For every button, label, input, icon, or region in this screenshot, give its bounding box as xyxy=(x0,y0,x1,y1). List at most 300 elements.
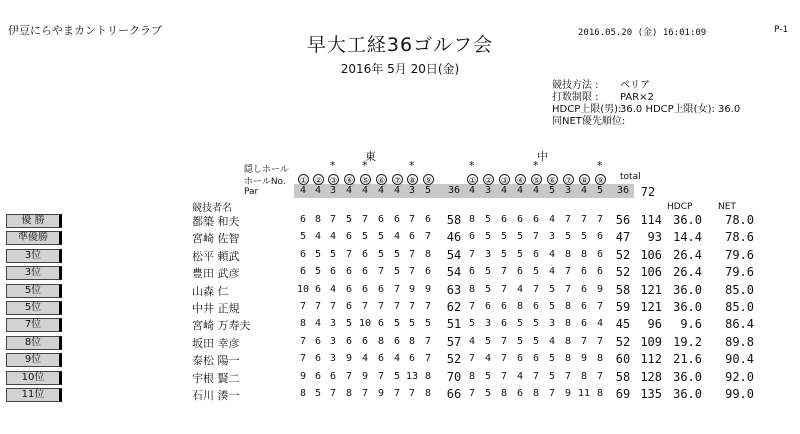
hole-number-in: ③ xyxy=(500,176,509,185)
par-total: 72 xyxy=(640,185,656,199)
hole-score: 4 xyxy=(596,318,604,330)
net-value: 85.0 xyxy=(725,300,754,314)
hole-score: 5 xyxy=(329,248,337,260)
player-name: 宇根 賢二 xyxy=(192,371,240,385)
hole-score: 5 xyxy=(580,231,588,243)
hole-score: 5 xyxy=(408,318,416,330)
east-course-label: 東 xyxy=(365,150,376,163)
hole-score: 7 xyxy=(580,214,588,225)
hole-score: 4 xyxy=(548,335,556,347)
par-value: 3 xyxy=(408,185,416,196)
hole-score: 6 xyxy=(580,301,588,312)
hole-score: 7 xyxy=(532,283,540,295)
in-total: 52 xyxy=(615,265,631,280)
hdcp-value: 26.4 xyxy=(673,247,702,262)
hdcp-value: 36.0 xyxy=(673,300,702,314)
gross-total: 135 xyxy=(640,387,662,401)
hole-score: 6 xyxy=(532,301,540,312)
hole-score: 8 xyxy=(564,318,572,330)
hole-score: 7 xyxy=(468,388,476,399)
hole-score: 7 xyxy=(532,370,540,382)
in-total: 69 xyxy=(615,387,631,401)
net-value: 92.0 xyxy=(725,369,754,384)
hole-score: 8 xyxy=(468,370,476,382)
in-total: 52 xyxy=(615,334,631,349)
hole-score: 5 xyxy=(393,248,401,260)
hole-score: 7 xyxy=(408,301,416,312)
in-total: 60 xyxy=(615,352,631,367)
hole-number-in: ⑧ xyxy=(580,176,589,185)
hole-score: 6 xyxy=(532,214,540,225)
hole-score: 5 xyxy=(377,248,385,260)
hole-score: 7 xyxy=(408,266,416,278)
hole-score: 6 xyxy=(484,301,492,312)
hole-score: 5 xyxy=(484,283,492,295)
in-total: 59 xyxy=(615,300,631,314)
hole-score: 5 xyxy=(314,388,322,399)
player-rank: 10位 xyxy=(6,371,62,385)
hole-score: 6 xyxy=(361,248,369,260)
hole-score: 7 xyxy=(500,353,508,365)
hole-score: 9 xyxy=(361,370,369,382)
hidden-hole-star: * xyxy=(469,159,475,172)
hole-number-in: ④ xyxy=(516,176,525,185)
hole-score: 7 xyxy=(500,335,508,347)
out-total: 62 xyxy=(446,300,462,314)
player-name: 豊田 武彦 xyxy=(192,267,240,281)
gross-total: 106 xyxy=(640,247,662,262)
in-total: 45 xyxy=(615,317,631,332)
hole-score: 5 xyxy=(516,231,524,243)
middle-course-label: 中 xyxy=(537,150,548,163)
hole-score: 4 xyxy=(468,335,476,347)
gross-total: 128 xyxy=(640,369,662,384)
hole-score: 5 xyxy=(393,318,401,330)
hole-score: 6 xyxy=(361,266,369,278)
hole-score: 6 xyxy=(377,353,385,365)
hole-score: 3 xyxy=(484,318,492,330)
player-rank: 3位 xyxy=(6,249,62,263)
par-label: Par xyxy=(244,187,259,197)
hole-number-out: ④ xyxy=(345,176,354,185)
hole-score: 8 xyxy=(377,335,385,347)
hidden-hole-label: 隠しホール xyxy=(244,165,289,175)
gross-total: 109 xyxy=(640,334,662,349)
player-name: 宮崎 佐智 xyxy=(192,232,240,246)
hole-score: 7 xyxy=(299,301,307,312)
club-name: 伊豆にらやまカントリークラブ xyxy=(8,24,162,37)
hole-score: 6 xyxy=(424,214,432,225)
hole-score: 5 xyxy=(500,231,508,243)
hole-score: 6 xyxy=(580,266,588,278)
hole-score: 5 xyxy=(500,248,508,260)
gross-total: 121 xyxy=(640,300,662,314)
hole-score: 7 xyxy=(532,231,540,243)
par-value: 4 xyxy=(532,185,540,196)
hole-score: 3 xyxy=(329,353,337,365)
gross-total: 106 xyxy=(640,265,662,280)
hole-number-out: ⑨ xyxy=(424,176,433,185)
hole-score: 3 xyxy=(548,318,556,330)
hole-score: 13 xyxy=(406,370,419,382)
out-total: 70 xyxy=(446,369,462,384)
out-total: 63 xyxy=(446,282,462,297)
hole-score: 7 xyxy=(468,353,476,365)
page-title: 早大工経36ゴルフ会 xyxy=(306,34,494,56)
par-out-total: 36 xyxy=(447,185,461,196)
hole-score: 6 xyxy=(393,214,401,225)
hole-score: 4 xyxy=(329,283,337,295)
hole-score: 7 xyxy=(468,301,476,312)
player-name: 宮崎 万寿夫 xyxy=(192,319,251,333)
hole-score: 3 xyxy=(329,335,337,347)
hole-number-out: ⑧ xyxy=(408,176,417,185)
hole-score: 6 xyxy=(345,283,353,295)
hole-score: 4 xyxy=(361,353,369,365)
player-name: 泰松 陽一 xyxy=(192,354,240,368)
par-value: 3 xyxy=(484,185,492,196)
hole-score: 8 xyxy=(345,388,353,399)
hole-score: 7 xyxy=(548,388,556,399)
hole-score: 6 xyxy=(580,283,588,295)
gross-total: 121 xyxy=(640,282,662,297)
hole-score: 5 xyxy=(299,231,307,243)
hole-score: 7 xyxy=(393,388,401,399)
in-total: 52 xyxy=(615,247,631,262)
hole-score: 8 xyxy=(564,353,572,365)
par-value: 4 xyxy=(345,185,353,196)
hole-score: 5 xyxy=(484,266,492,278)
hole-number-out: ⑤ xyxy=(361,176,370,185)
out-total: 66 xyxy=(446,387,462,401)
hole-score: 9 xyxy=(596,283,604,295)
hole-score: 6 xyxy=(596,231,604,243)
player-name: 坂田 幸彦 xyxy=(192,336,240,350)
hdcp-value: 36.0 xyxy=(673,369,702,384)
hole-score: 5 xyxy=(484,388,492,399)
par-in-total: 36 xyxy=(616,185,630,196)
net-value: 78.6 xyxy=(725,230,754,245)
hole-score: 6 xyxy=(500,214,508,225)
hole-score: 7 xyxy=(329,388,337,399)
net-column-label: NET xyxy=(718,202,736,212)
hole-score: 5 xyxy=(314,266,322,278)
hole-score: 7 xyxy=(393,283,401,295)
hole-score: 4 xyxy=(548,266,556,278)
hole-score: 8 xyxy=(564,335,572,347)
out-total: 46 xyxy=(446,230,462,245)
hole-score: 7 xyxy=(377,266,385,278)
rule-hdcp-limit: HDCP上限(男):36.0 HDCP上限(女): 36.0 xyxy=(552,104,741,115)
out-total: 58 xyxy=(446,213,462,227)
hole-score: 7 xyxy=(345,248,353,260)
hole-score: 5 xyxy=(484,335,492,347)
out-total: 54 xyxy=(446,247,462,262)
out-total: 57 xyxy=(446,334,462,349)
hole-score: 4 xyxy=(516,370,524,382)
player-rank: 8位 xyxy=(6,336,62,350)
hole-number-in: ① xyxy=(468,176,477,185)
player-rank: 11位 xyxy=(6,388,62,402)
hole-score: 7 xyxy=(500,266,508,278)
hole-score: 5 xyxy=(484,370,492,382)
total-column-label: total xyxy=(620,172,641,182)
par-value: 4 xyxy=(516,185,524,196)
hole-score: 8 xyxy=(299,388,307,399)
hidden-hole-star: * xyxy=(330,159,336,172)
hole-number-in: ② xyxy=(484,176,493,185)
hole-score: 9 xyxy=(345,353,353,365)
hole-score: 4 xyxy=(516,283,524,295)
par-value: 4 xyxy=(500,185,508,196)
hole-score: 6 xyxy=(468,231,476,243)
hole-number-in: ⑤ xyxy=(532,176,541,185)
hole-score: 7 xyxy=(408,214,416,225)
hidden-hole-star: * xyxy=(533,159,539,172)
hole-score: 5 xyxy=(532,318,540,330)
hole-number-out: ① xyxy=(299,176,308,185)
hole-score: 6 xyxy=(516,214,524,225)
hole-score: 4 xyxy=(548,214,556,225)
hole-score: 7 xyxy=(424,335,432,347)
hole-score: 5 xyxy=(548,301,556,312)
hole-number-out: ⑦ xyxy=(393,176,402,185)
hole-score: 6 xyxy=(500,301,508,312)
hole-score: 5 xyxy=(516,318,524,330)
hole-score: 8 xyxy=(424,248,432,260)
net-value: 99.0 xyxy=(725,387,754,401)
hidden-hole-star: * xyxy=(362,159,368,172)
player-name: 石川 湊一 xyxy=(192,389,240,402)
hole-score: 6 xyxy=(314,353,322,365)
hole-score: 6 xyxy=(329,370,337,382)
hole-score: 4 xyxy=(548,248,556,260)
hole-score: 8 xyxy=(424,388,432,399)
player-rank: 準優勝 xyxy=(6,231,62,245)
hidden-hole-star: * xyxy=(409,159,415,172)
hole-score: 6 xyxy=(314,283,322,295)
hole-score: 6 xyxy=(377,283,385,295)
player-name: 山森 仁 xyxy=(192,284,229,298)
hole-score: 6 xyxy=(314,370,322,382)
hole-score: 5 xyxy=(548,283,556,295)
hole-score: 6 xyxy=(516,388,524,399)
hole-score: 7 xyxy=(596,335,604,347)
hole-number-in: ⑥ xyxy=(548,176,557,185)
hole-score: 7 xyxy=(564,266,572,278)
hole-score: 5 xyxy=(393,370,401,382)
out-total: 54 xyxy=(446,265,462,280)
hole-score: 5 xyxy=(345,214,353,225)
par-value: 3 xyxy=(564,185,572,196)
hole-score: 7 xyxy=(564,283,572,295)
gross-total: 112 xyxy=(640,352,662,367)
hole-score: 8 xyxy=(580,370,588,382)
hole-score: 7 xyxy=(424,353,432,365)
hole-score: 6 xyxy=(345,231,353,243)
hole-score: 8 xyxy=(516,301,524,312)
hole-score: 11 xyxy=(578,388,591,399)
hole-score: 6 xyxy=(393,335,401,347)
hole-score: 7 xyxy=(564,214,572,225)
hole-score: 5 xyxy=(532,266,540,278)
hole-score: 4 xyxy=(393,353,401,365)
par-value: 5 xyxy=(596,185,604,196)
hdcp-value: 36.0 xyxy=(673,387,702,401)
hole-score: 7 xyxy=(361,214,369,225)
hole-score: 6 xyxy=(500,318,508,330)
hole-score: 4 xyxy=(393,231,401,243)
hole-score: 7 xyxy=(500,370,508,382)
player-rank: 9位 xyxy=(6,353,62,367)
hole-score: 6 xyxy=(329,266,337,278)
hole-score: 10 xyxy=(297,283,310,295)
out-total: 51 xyxy=(446,317,462,332)
hole-score: 7 xyxy=(580,335,588,347)
hole-score: 6 xyxy=(299,248,307,260)
par-value: 4 xyxy=(361,185,369,196)
hole-score: 5 xyxy=(468,318,476,330)
hole-score: 7 xyxy=(468,248,476,260)
hdcp-value: 14.4 xyxy=(673,230,702,245)
hole-score: 7 xyxy=(564,370,572,382)
hole-score: 8 xyxy=(564,301,572,312)
hole-score: 5 xyxy=(424,318,432,330)
competition-rules xyxy=(552,80,740,128)
hole-score: 6 xyxy=(314,335,322,347)
hole-score: 6 xyxy=(299,214,307,225)
hole-score: 6 xyxy=(580,318,588,330)
hole-score: 6 xyxy=(516,266,524,278)
hole-score: 5 xyxy=(484,231,492,243)
hole-score: 4 xyxy=(484,353,492,365)
hole-score: 9 xyxy=(580,353,588,365)
rule-net-priority: 同NET優先順位: xyxy=(552,116,626,127)
in-total: 58 xyxy=(615,282,631,297)
gross-total: 93 xyxy=(647,230,662,245)
out-total: 52 xyxy=(446,352,462,367)
hole-score: 8 xyxy=(468,283,476,295)
hole-score: 4 xyxy=(329,231,337,243)
hole-score: 5 xyxy=(516,335,524,347)
net-value: 79.6 xyxy=(725,265,754,280)
hole-score: 4 xyxy=(314,318,322,330)
player-rank: 5位 xyxy=(6,301,62,315)
hole-score: 9 xyxy=(377,388,385,399)
hole-score: 8 xyxy=(532,388,540,399)
player-name: 都築 和夫 xyxy=(192,215,240,228)
hole-number-in: ⑨ xyxy=(596,176,605,185)
hole-score: 8 xyxy=(500,388,508,399)
hole-no-label: ホールNo. xyxy=(244,177,286,187)
net-value: 78.0 xyxy=(725,213,754,227)
hole-score: 8 xyxy=(299,318,307,330)
hdcp-value: 26.4 xyxy=(673,265,702,280)
hole-score: 7 xyxy=(393,301,401,312)
hole-score: 4 xyxy=(314,231,322,243)
hole-score: 9 xyxy=(424,283,432,295)
hole-score: 8 xyxy=(596,388,604,399)
hole-score: 5 xyxy=(377,231,385,243)
hole-score: 7 xyxy=(596,301,604,312)
hole-score: 6 xyxy=(377,318,385,330)
hole-score: 6 xyxy=(532,248,540,260)
hole-score: 6 xyxy=(345,301,353,312)
hole-score: 6 xyxy=(468,266,476,278)
hole-score: 9 xyxy=(564,388,572,399)
par-value: 3 xyxy=(329,185,337,196)
par-value: 4 xyxy=(314,185,322,196)
hole-score: 6 xyxy=(377,214,385,225)
hole-score: 7 xyxy=(408,248,416,260)
hdcp-value: 36.0 xyxy=(673,282,702,297)
hole-score: 3 xyxy=(548,231,556,243)
hole-score: 7 xyxy=(329,214,337,225)
rule-method: 競技方法 : ペリア xyxy=(552,80,650,91)
hole-score: 6 xyxy=(345,266,353,278)
hole-score: 7 xyxy=(299,353,307,365)
hole-score: 7 xyxy=(361,301,369,312)
hole-score: 6 xyxy=(516,353,524,365)
rule-stroke-limit: 打数制限 : PAR×2 xyxy=(552,92,654,103)
player-rank: 7位 xyxy=(6,318,62,332)
player-column-label: 競技者名 xyxy=(192,203,232,214)
hole-score: 5 xyxy=(564,231,572,243)
net-value: 85.0 xyxy=(725,282,754,297)
par-value: 5 xyxy=(424,185,432,196)
hole-score: 5 xyxy=(345,318,353,330)
hole-score: 6 xyxy=(596,248,604,260)
hole-score: 8 xyxy=(408,335,416,347)
event-date: 2016年 5月 20日(金) xyxy=(340,62,460,76)
par-value: 4 xyxy=(377,185,385,196)
par-value: 4 xyxy=(393,185,401,196)
hdcp-value: 36.0 xyxy=(673,213,702,227)
hdcp-value: 19.2 xyxy=(673,334,702,349)
hole-score: 8 xyxy=(596,353,604,365)
gross-total: 114 xyxy=(640,213,662,227)
hole-score: 6 xyxy=(345,335,353,347)
hole-score: 7 xyxy=(314,301,322,312)
hole-score: 8 xyxy=(580,248,588,260)
hole-score: 5 xyxy=(516,248,524,260)
gross-total: 96 xyxy=(647,317,662,332)
hole-score: 6 xyxy=(424,266,432,278)
net-value: 86.4 xyxy=(725,317,754,332)
hole-score: 5 xyxy=(393,266,401,278)
hole-score: 7 xyxy=(377,301,385,312)
hidden-hole-star: * xyxy=(597,159,603,172)
in-total: 47 xyxy=(615,230,631,245)
hole-number-in: ⑦ xyxy=(564,176,573,185)
hole-score: 6 xyxy=(408,353,416,365)
print-date: 2016.05.20 (金) 16:01:09 xyxy=(578,28,707,38)
player-rank: 5位 xyxy=(6,284,62,298)
hole-score: 8 xyxy=(314,214,322,225)
hole-score: 8 xyxy=(424,370,432,382)
net-value: 79.6 xyxy=(725,247,754,262)
hole-score: 9 xyxy=(299,370,307,382)
hole-score: 5 xyxy=(361,231,369,243)
hole-score: 7 xyxy=(299,335,307,347)
player-rank: 優 勝 xyxy=(6,214,62,228)
hole-score: 5 xyxy=(548,370,556,382)
hole-score: 6 xyxy=(361,283,369,295)
par-value: 5 xyxy=(548,185,556,196)
hdcp-column-label: HDCP xyxy=(667,202,693,212)
hole-score: 7 xyxy=(596,370,604,382)
page-number: P-1 xyxy=(774,25,789,35)
